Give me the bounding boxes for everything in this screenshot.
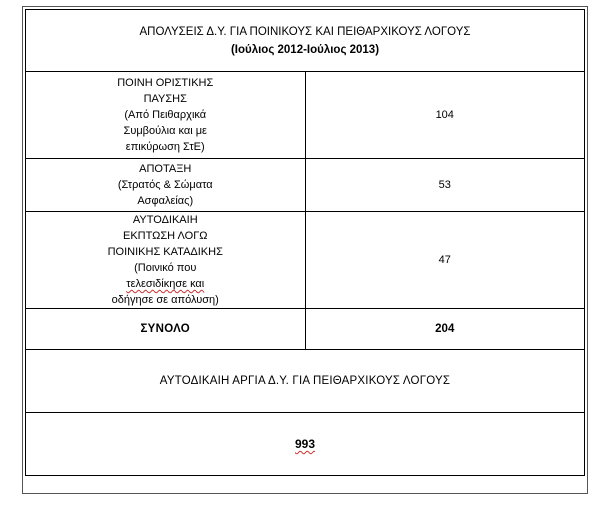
- label-line-spellcheck: τελεσιδίκησε και: [126, 278, 205, 290]
- suspension-title-row: [26, 350, 585, 413]
- label-line: επικύρωση ΣτΕ): [125, 141, 205, 153]
- table-title: [26, 10, 585, 72]
- label-line: ΠΟΙΝΙΚΗΣ ΚΑΤΑΔΙΚΗΣ: [107, 246, 223, 258]
- label-line: Ασφαλείας): [137, 195, 194, 207]
- table-title-main: ΑΠΟΛΥΣΕΙΣ Δ.Υ. ΓΙΑ ΠΟΙΝΙΚΟΥΣ ΚΑΙ ΠΕΙΘΑΡΧΙΚΟΥΣ ΛΟΓΟΥΣ: [139, 25, 471, 38]
- dismissals-table: [25, 9, 585, 476]
- row-label-discharge: [26, 159, 306, 212]
- label-line: οδήγησε σε απόλυση): [111, 294, 219, 306]
- suspension-value-row: [26, 413, 585, 476]
- label-line: Συμβούλια και με: [123, 125, 207, 137]
- table-row: [26, 212, 585, 309]
- label-line: ΠΑΥΣΗΣ: [143, 93, 187, 105]
- suspension-title: ΑΥΤΟΔΙΚΑΙΗ ΑΡΓΙΑ Δ.Υ. ΓΙΑ ΠΕΙΘΑΡΧΙΚΟΥΣ ΛΟΓΟΥΣ: [26, 350, 585, 413]
- label-line: ΑΥΤΟΔΙΚΑΙΗ: [132, 214, 198, 226]
- total-value: 204: [305, 309, 585, 350]
- total-label: ΣΥΝΟΛΟ: [26, 309, 306, 350]
- suspension-value: [26, 413, 585, 476]
- table-row: [26, 72, 585, 159]
- suspension-value-text: 993: [294, 437, 316, 451]
- title-row: [26, 10, 585, 72]
- row-value-automatic-loss: 47: [305, 212, 585, 309]
- row-value-final-dismissal: 104: [305, 72, 585, 159]
- total-row: [26, 309, 585, 350]
- row-label-automatic-loss: [26, 212, 306, 309]
- table-row: [26, 159, 585, 212]
- row-label-final-dismissal: [26, 72, 306, 159]
- label-line: ΕΚΠΤΩΣΗ ΛΟΓΩ: [122, 230, 208, 242]
- table-title-period: (Ιούλιος 2012-Ιούλιος 2013): [230, 43, 380, 56]
- label-line: ΠΟΙΝΗ ΟΡΙΣΤΙΚΗΣ: [117, 77, 214, 89]
- label-line: ΑΠΟΤΑΞΗ: [139, 163, 192, 175]
- label-line: (Στρατός & Σώματα: [117, 179, 213, 191]
- label-line: [26, 276, 305, 292]
- label-line: (Από Πειθαρχικά: [124, 109, 207, 121]
- label-line: (Ποινικό που: [134, 262, 197, 274]
- row-value-discharge: 53: [305, 159, 585, 212]
